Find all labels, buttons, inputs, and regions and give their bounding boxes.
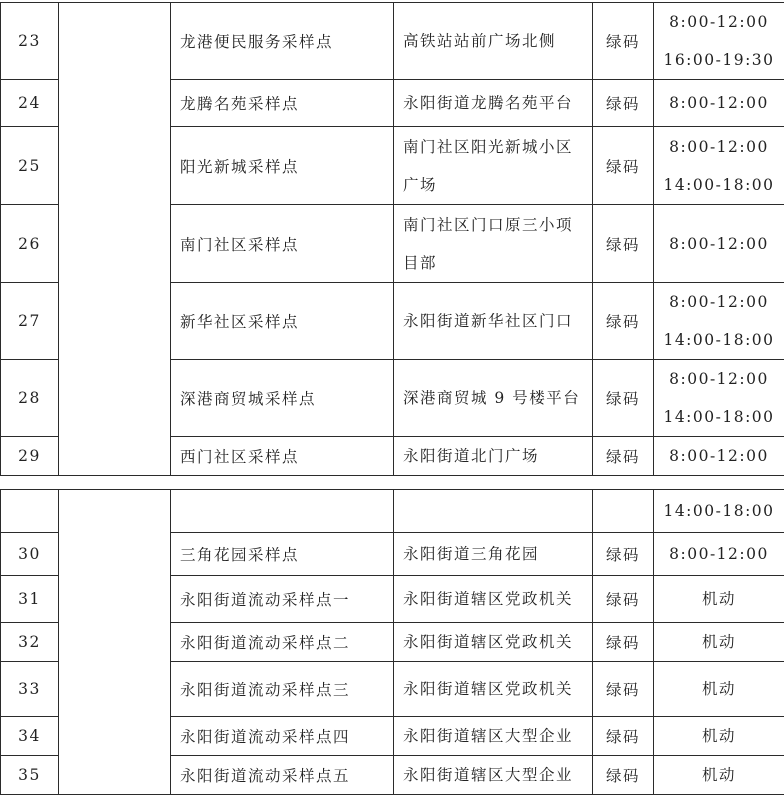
health-code-requirement: 绿码 <box>593 3 654 80</box>
row-number: 32 <box>1 623 59 662</box>
sampling-time <box>654 756 784 795</box>
location-line: 广场 <box>403 175 438 194</box>
sampling-location <box>394 283 593 360</box>
sampling-point-name: 龙港便民服务采样点 <box>171 3 394 80</box>
sampling-point-name: 永阳街道流动采样点二 <box>171 623 394 662</box>
sampling-point-name: 三角花园采样点 <box>171 533 394 576</box>
sampling-time <box>654 576 784 623</box>
row-number: 27 <box>1 283 59 360</box>
merged-street-cell <box>59 490 171 795</box>
time-slot: 机动 <box>701 727 736 745</box>
sampling-time <box>654 717 784 756</box>
sampling-point-name: 龙腾名苑采样点 <box>171 80 394 127</box>
time-slot: 8:00-12:00 <box>669 137 769 156</box>
row-number: 29 <box>1 437 59 476</box>
location-line: 南门社区门口原三小项 <box>403 215 574 234</box>
sampling-point-name: 永阳街道流动采样点一 <box>171 576 394 623</box>
health-code-requirement: 绿码 <box>593 756 654 795</box>
sampling-time <box>654 490 784 533</box>
sampling-points-table-part1 <box>0 2 784 476</box>
location-line: 永阳街道新华社区门口 <box>403 312 574 330</box>
location-line: 永阳街道三角花园 <box>403 545 540 563</box>
sampling-location <box>394 127 593 205</box>
health-code-requirement: 绿码 <box>593 360 654 437</box>
location-line: 永阳街道辖区党政机关 <box>403 590 574 608</box>
sampling-location <box>394 717 593 756</box>
sampling-point-name: 永阳街道流动采样点五 <box>171 756 394 795</box>
location-line: 深港商贸城 9 号楼平台 <box>403 389 581 407</box>
health-code-requirement: 绿码 <box>593 437 654 476</box>
sampling-point-name <box>171 490 394 533</box>
sampling-time <box>654 533 784 576</box>
time-slot: 机动 <box>701 590 736 608</box>
sampling-time <box>654 623 784 662</box>
sampling-time <box>654 360 784 437</box>
row-number: 28 <box>1 360 59 437</box>
sampling-location <box>394 662 593 717</box>
table-row <box>1 3 784 80</box>
location-line: 目部 <box>403 253 438 272</box>
health-code-requirement: 绿码 <box>593 717 654 756</box>
row-number: 31 <box>1 576 59 623</box>
sampling-time <box>654 80 784 127</box>
health-code-requirement: 绿码 <box>593 576 654 623</box>
sampling-point-name: 南门社区采样点 <box>171 205 394 283</box>
health-code-requirement <box>593 490 654 533</box>
health-code-requirement: 绿码 <box>593 533 654 576</box>
sampling-time <box>654 127 784 205</box>
time-slot: 8:00-12:00 <box>669 370 769 388</box>
time-slot: 机动 <box>701 766 736 784</box>
sampling-point-name: 阳光新城采样点 <box>171 127 394 205</box>
sampling-point-name: 永阳街道流动采样点三 <box>171 662 394 717</box>
time-slot: 14:00-18:00 <box>663 175 775 194</box>
time-slot: 机动 <box>701 633 736 651</box>
sampling-time <box>654 662 784 717</box>
time-slot: 8:00-12:00 <box>669 13 769 31</box>
sampling-time <box>654 283 784 360</box>
sampling-points-table-part2 <box>0 489 784 795</box>
row-number: 24 <box>1 80 59 127</box>
time-slot: 14:00-18:00 <box>663 502 775 520</box>
location-line: 永阳街道辖区大型企业 <box>403 727 574 745</box>
sampling-point-name: 永阳街道流动采样点四 <box>171 717 394 756</box>
location-line: 永阳街道辖区党政机关 <box>403 633 574 651</box>
location-line: 永阳街道北门广场 <box>403 447 540 465</box>
sampling-location <box>394 205 593 283</box>
sampling-time <box>654 205 784 283</box>
sampling-location <box>394 576 593 623</box>
time-slot: 14:00-18:00 <box>663 408 775 426</box>
time-slot: 8:00-12:00 <box>669 447 769 465</box>
sampling-point-name: 深港商贸城采样点 <box>171 360 394 437</box>
merged-street-cell <box>59 3 171 476</box>
location-line: 南门社区阳光新城小区 <box>403 137 574 156</box>
sampling-time <box>654 437 784 476</box>
health-code-requirement: 绿码 <box>593 623 654 662</box>
sampling-location <box>394 437 593 476</box>
health-code-requirement: 绿码 <box>593 127 654 205</box>
location-line: 永阳街道辖区党政机关 <box>403 680 574 698</box>
sampling-location <box>394 360 593 437</box>
sampling-location <box>394 80 593 127</box>
sampling-point-name: 新华社区采样点 <box>171 283 394 360</box>
row-number: 35 <box>1 756 59 795</box>
time-slot: 8:00-12:00 <box>669 94 769 112</box>
sampling-point-name: 西门社区采样点 <box>171 437 394 476</box>
time-slot: 机动 <box>701 680 736 698</box>
location-line: 高铁站站前广场北侧 <box>403 32 557 50</box>
row-number: 25 <box>1 127 59 205</box>
row-number <box>1 490 59 533</box>
row-number: 30 <box>1 533 59 576</box>
row-number: 34 <box>1 717 59 756</box>
location-line: 永阳街道龙腾名苑平台 <box>403 94 574 112</box>
row-number: 33 <box>1 662 59 717</box>
row-number: 23 <box>1 3 59 80</box>
time-slot: 8:00-12:00 <box>669 234 769 253</box>
health-code-requirement: 绿码 <box>593 205 654 283</box>
health-code-requirement: 绿码 <box>593 80 654 127</box>
sampling-location <box>394 3 593 80</box>
sampling-location <box>394 623 593 662</box>
sampling-location <box>394 490 593 533</box>
health-code-requirement: 绿码 <box>593 283 654 360</box>
location-line: 永阳街道辖区大型企业 <box>403 766 574 784</box>
sampling-time <box>654 3 784 80</box>
time-slot: 14:00-18:00 <box>663 331 775 349</box>
table-row <box>1 490 784 533</box>
sampling-location <box>394 756 593 795</box>
time-slot: 8:00-12:00 <box>669 545 769 563</box>
time-slot: 8:00-12:00 <box>669 293 769 311</box>
row-number: 26 <box>1 205 59 283</box>
time-slot: 16:00-19:30 <box>663 51 775 69</box>
sampling-location <box>394 533 593 576</box>
health-code-requirement: 绿码 <box>593 662 654 717</box>
